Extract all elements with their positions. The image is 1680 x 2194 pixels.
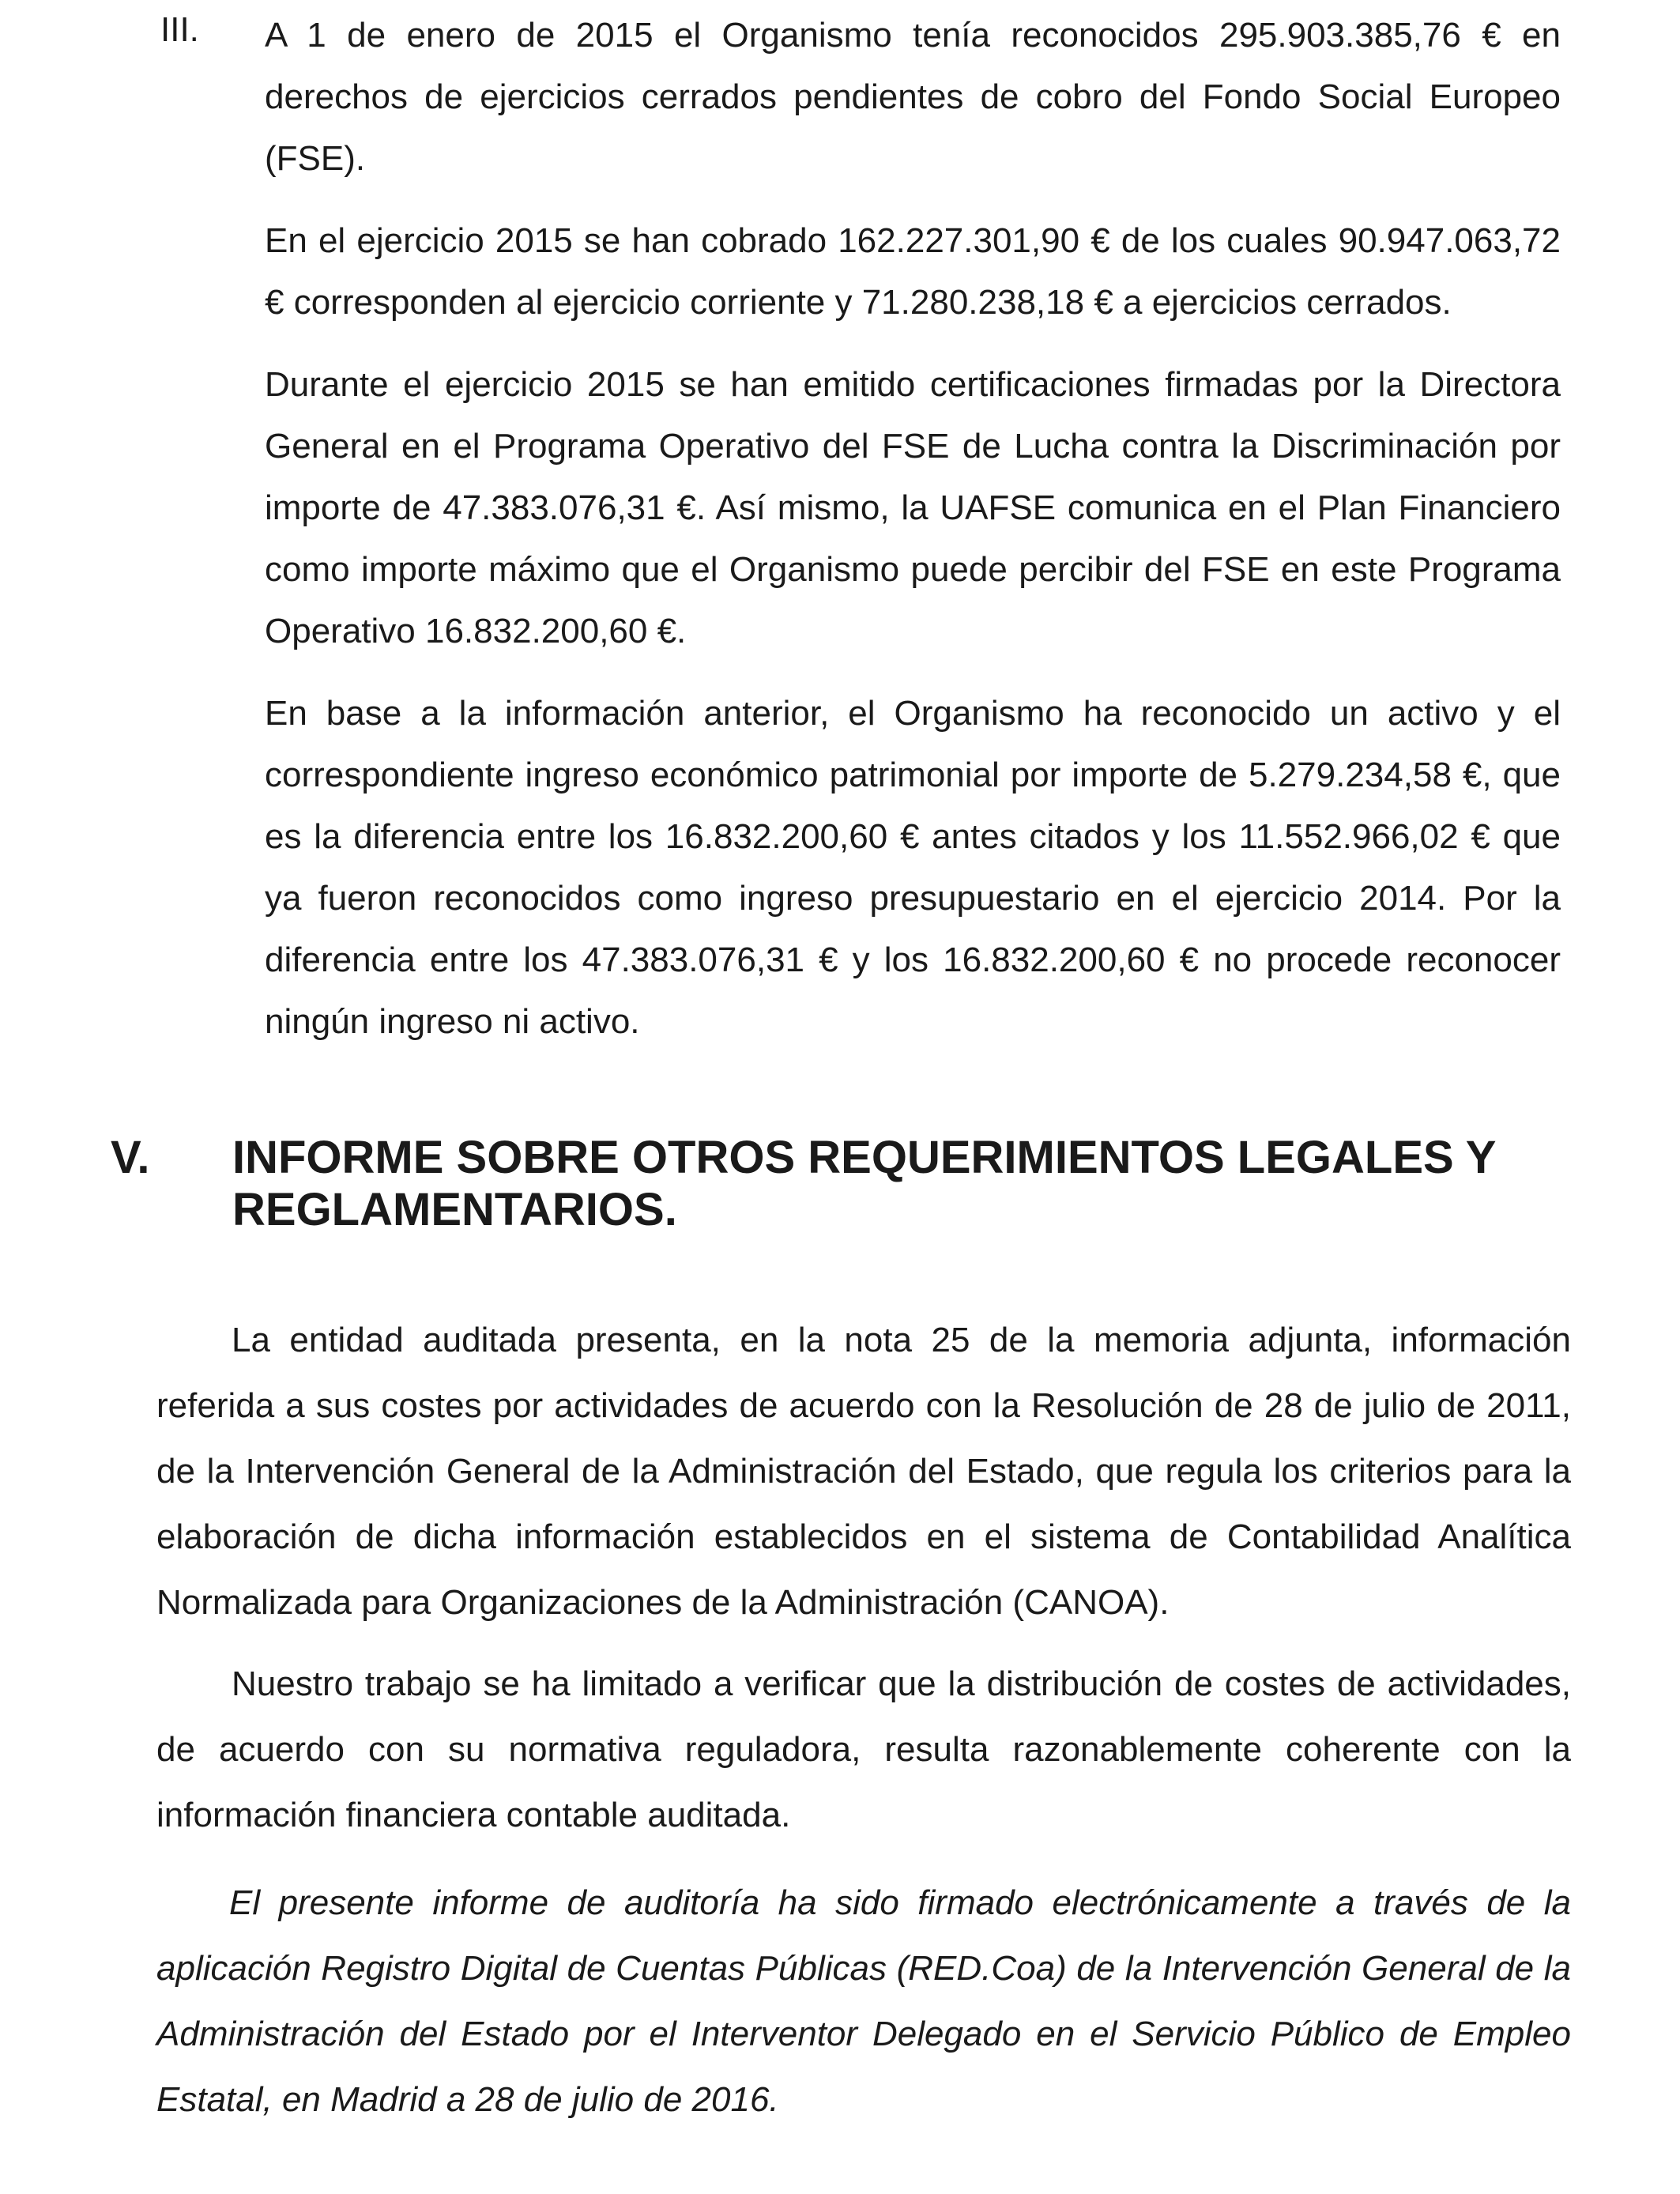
item-paragraph-certifications: Durante el ejercicio 2015 se han emitido certificaciones firmadas por la Directora General en el Programa Operativo del FSE de Lucha contra la Discriminación por importe de 47.383.076,31 €. Así mismo, la UAFSE comunica en el Plan Financiero como importe máximo que el Organismo puede percibir del FSE en este Programa Operativo 16.832.200,60 €. <box>265 365 1561 650</box>
item-body <box>265 5 1561 1073</box>
item-paragraph-opening-balance: A 1 de enero de 2015 el Organismo tenía reconocidos 295.903.385,76 € en derechos de ejercicios cerrados pendientes de cobro del Fondo Social Europeo (FSE). <box>265 16 1561 178</box>
section-paragraph-scope: Nuestro trabajo se ha limitado a verificar que la distribución de costes de actividades, de acuerdo con su normativa reguladora, resulta razonablemente coherente con la información financiera contable auditada. <box>156 1664 1571 1834</box>
section-number: V. <box>111 1132 150 1183</box>
item-paragraph-recognition: En base a la información anterior, el Organismo ha reconocido un activo y el correspondiente ingreso económico patrimonial por importe de 5.279.234,58 €, que es la diferencia entre los 16.832.200,60 € antes citados y los 11.552.966,02 € que ya fueron reconocidos como ingreso presupuestario en el ejercicio 2014. Por la diferencia entre los 47.383.076,31 € y los 16.832.200,60 € no procede reconocer ningún ingreso ni activo. <box>265 694 1561 1041</box>
item-number: III. <box>160 10 199 49</box>
section-title: INFORME SOBRE OTROS REQUERIMIENTOS LEGALES Y REGLAMENTARIOS. <box>232 1132 1496 1235</box>
section-body <box>156 1307 1571 2148</box>
item-paragraph-collections: En el ejercicio 2015 se han cobrado 162.227.301,90 € de los cuales 90.947.063,72 € corresponden al ejercicio corriente y 71.280.238,18 € a ejercicios cerrados. <box>265 221 1561 322</box>
signature-statement: El presente informe de auditoría ha sido firmado electrónicamente a través de la aplicación Registro Digital de Cuentas Públicas (RED.Coa) de la Intervención General de la Administración del Estado por el Interventor Delegado en el Servicio Público de Empleo Estatal, en Madrid a 28 de julio de 2016. <box>156 1883 1571 2119</box>
section-paragraph-canoa: La entidad auditada presenta, en la nota 25 de la memoria adjunta, información referida a sus costes por actividades de acuerdo con la Resolución de 28 de julio de 2011, de la Intervención General de la Administración del Estado, que regula los criterios para la elaboración de dicha información establecidos en el sistema de Contabilidad Analítica Normalizada para Organizaciones de la Administración (CANOA). <box>156 1321 1571 1622</box>
